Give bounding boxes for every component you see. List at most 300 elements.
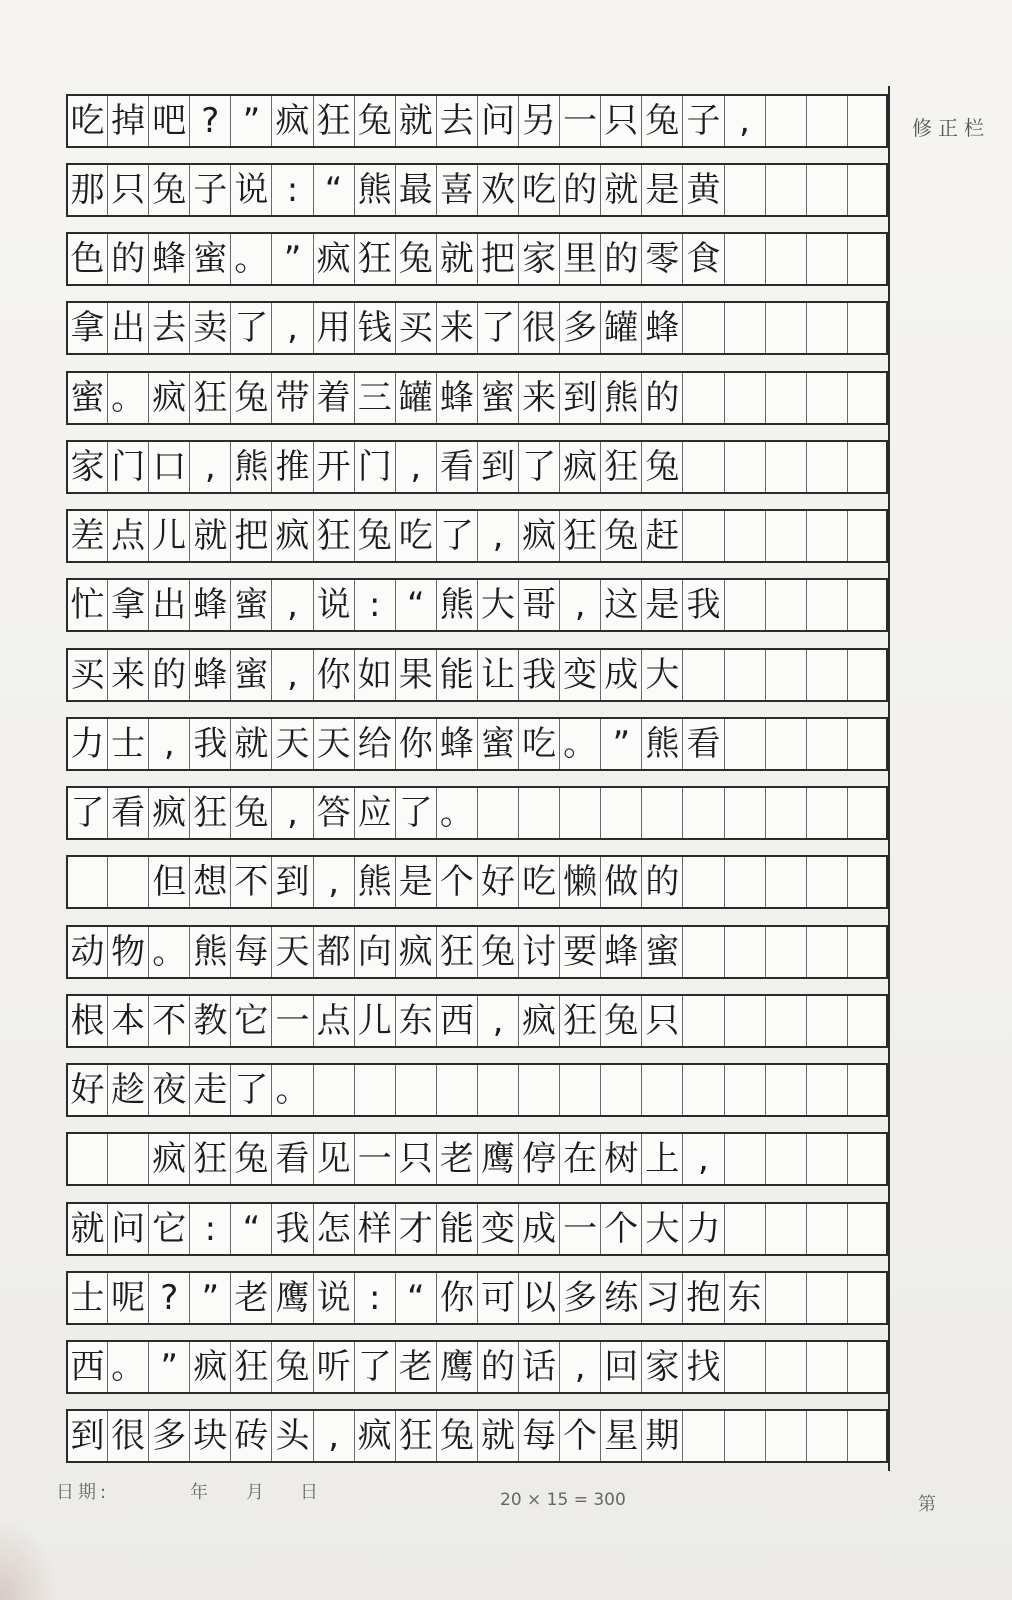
grid-row [66,509,888,563]
grid-cell: 星 [600,1411,641,1461]
grid-cell: 了 [230,1065,271,1115]
grid-cell [847,442,888,492]
grid-cell [600,788,641,838]
grid-cell: 疯 [148,373,189,423]
grid-cell [682,857,723,907]
grid-cell: , [559,1342,600,1392]
grid-cell [847,96,888,146]
grid-cell: 力 [682,1204,723,1254]
grid-cell [847,1204,888,1254]
grid-cell: 兔 [641,96,682,146]
grid-cell [847,1065,888,1115]
grid-cell: 西 [436,996,477,1046]
grid-cell: 蜂 [189,650,230,700]
grid-cell: 老 [230,1273,271,1323]
grid-cell: ? [148,1273,189,1323]
grid-cell: 就 [436,234,477,284]
grid-cell: 老 [395,1342,436,1392]
grid-cell: 最 [395,165,436,215]
grid-cell: 动 [66,927,107,977]
grid-cell: 熊 [641,719,682,769]
grid-cell [765,1134,806,1184]
grid-cell: 狂 [354,234,395,284]
grid-cell: 能 [436,650,477,700]
grid-cell: 天 [313,719,354,769]
grid-cell [806,1273,847,1323]
grid-row [66,301,888,355]
grid-cell: 掉 [107,96,148,146]
grid-cell: 听 [313,1342,354,1392]
grid-row [66,232,888,286]
grid-cell: 着 [313,373,354,423]
grid-cell: 很 [518,303,559,353]
grid-cell [806,1342,847,1392]
grid-cell: 赶 [641,511,682,561]
grid-cell: 走 [189,1065,230,1115]
grid-cell: 讨 [518,927,559,977]
grid-cell [765,580,806,630]
grid-cell [847,511,888,561]
grid-cell: 每 [230,927,271,977]
grid-cell: 成 [518,1204,559,1254]
grid-cell: 士 [107,719,148,769]
grid-cell [313,1065,354,1115]
grid-cell: 兔 [477,927,518,977]
grid-cell: 砖 [230,1411,271,1461]
grid-cell [724,234,765,284]
grid-cell: 说 [313,1273,354,1323]
grid-row [66,1202,888,1256]
grid-cell: 了 [395,788,436,838]
grid-cell: 推 [271,442,312,492]
grid-cell: 你 [436,1273,477,1323]
grid-cell: 应 [354,788,395,838]
grid-cell: 蜜 [66,373,107,423]
grid-cell: 只 [600,96,641,146]
grid-cell: , [313,857,354,907]
grid-cell: 东 [395,996,436,1046]
grid-cell [806,96,847,146]
grid-cell: 问 [107,1204,148,1254]
grid-row [66,648,888,702]
grid-cell: 蜜 [189,234,230,284]
grid-cell: 三 [354,373,395,423]
writing-grid [66,86,888,1471]
grid-cell: 的 [600,234,641,284]
grid-cell [806,1134,847,1184]
grid-cell: 狂 [189,373,230,423]
grid-cell: 兔 [230,788,271,838]
grid-cell: ” [148,1342,189,1392]
grid-cell: 想 [189,857,230,907]
grid-cell: 蜜 [230,580,271,630]
grid-cell: 那 [66,165,107,215]
grid-cell: 只 [395,1134,436,1184]
grid-cell [682,996,723,1046]
grid-cell: 用 [313,303,354,353]
grid-cell [806,1411,847,1461]
grid-cell: 怎 [313,1204,354,1254]
grid-cell [724,857,765,907]
grid-cell: 狂 [559,996,600,1046]
grid-cell [765,442,806,492]
grid-cell [765,165,806,215]
grid-cell: 回 [600,1342,641,1392]
grid-cell [847,719,888,769]
grid-cell: 就 [395,96,436,146]
grid-cell: 老 [436,1134,477,1184]
grid-cell: 蜂 [189,580,230,630]
grid-cell: 熊 [230,442,271,492]
grid-cell: 向 [354,927,395,977]
grid-cell: 士 [66,1273,107,1323]
grid-cell: : [189,1204,230,1254]
grid-cell: 来 [436,303,477,353]
grid-cell: 力 [66,719,107,769]
grid-cell [724,373,765,423]
grid-cell: 你 [313,650,354,700]
grid-cell: 。 [271,1065,312,1115]
grid-cell: 变 [559,650,600,700]
grid-cell: 钱 [354,303,395,353]
grid-cell [724,650,765,700]
grid-cell: 是 [641,165,682,215]
grid-cell: 狂 [189,1134,230,1184]
grid-cell [847,1342,888,1392]
grid-cell: 兔 [230,373,271,423]
grid-cell [806,303,847,353]
grid-cell: 了 [230,303,271,353]
grid-cell [806,442,847,492]
grid-cell [518,788,559,838]
grid-cell: 点 [313,996,354,1046]
grid-cell: 开 [313,442,354,492]
grid-cell: 兔 [600,511,641,561]
grid-cell: 我 [189,719,230,769]
grid-cell [682,1065,723,1115]
grid-cell: 卖 [189,303,230,353]
grid-cell: , [148,719,189,769]
grid-cell [682,788,723,838]
grid-cell: , [271,303,312,353]
grid-cell: 话 [518,1342,559,1392]
grid-cell [765,234,806,284]
grid-cell: 让 [477,650,518,700]
grid-cell: 来 [518,373,559,423]
grid-cell: 兔 [354,96,395,146]
grid-cell [765,1273,806,1323]
grid-cell: 儿 [354,996,395,1046]
grid-cell: 蜜 [477,373,518,423]
grid-cell: 果 [395,650,436,700]
grid-cell: , [313,1411,354,1461]
grid-cell: 多 [148,1411,189,1461]
grid-cell: 兔 [436,1411,477,1461]
grid-cell [765,96,806,146]
grid-cell: 说 [313,580,354,630]
grid-cell [765,1065,806,1115]
grid-cell [847,650,888,700]
grid-cell: 疯 [518,511,559,561]
grid-cell: 是 [395,857,436,907]
grid-cell: 食 [682,234,723,284]
grid-cell: 。 [107,1342,148,1392]
grid-cell: , [477,996,518,1046]
grid-cell: 家 [641,1342,682,1392]
grid-cell: 这 [600,580,641,630]
grid-row [66,925,888,979]
grid-cell: 家 [518,234,559,284]
grid-cell: “ [395,580,436,630]
grid-cell: 了 [477,303,518,353]
grid-cell: ” [271,234,312,284]
grid-cell: 就 [66,1204,107,1254]
grid-cell: 兔 [600,996,641,1046]
grid-cell: 兔 [271,1342,312,1392]
grid-cell: 狂 [189,788,230,838]
grid-cell: 。 [107,373,148,423]
grid-cell: 一 [271,996,312,1046]
grid-cell: 。 [230,234,271,284]
grid-cell: 点 [107,511,148,561]
grid-cell: 了 [436,511,477,561]
grid-cell [847,580,888,630]
grid-cell: 的 [559,165,600,215]
grid-cell: 看 [107,788,148,838]
grid-cell: 停 [518,1134,559,1184]
grid-cell: 好 [477,857,518,907]
grid-cell: 差 [66,511,107,561]
grid-cell [724,719,765,769]
grid-cell: , [559,580,600,630]
grid-cell: 多 [559,1273,600,1323]
grid-cell [765,719,806,769]
grid-cell: 买 [395,303,436,353]
grid-cell: 懒 [559,857,600,907]
grid-cell [765,788,806,838]
grid-cell: 疯 [518,996,559,1046]
grid-cell: 抱 [682,1273,723,1323]
grid-cell [641,788,682,838]
grid-cell [847,1273,888,1323]
grid-cell: , [682,1134,723,1184]
grid-cell: 零 [641,234,682,284]
grid-cell: , [477,511,518,561]
grid-cell [724,303,765,353]
grid-cell: 疯 [189,1342,230,1392]
grid-cell: 子 [682,96,723,146]
grid-cell: 的 [641,857,682,907]
grid-cell: 不 [148,996,189,1046]
grid-cell: 它 [148,1204,189,1254]
grid-cell [806,234,847,284]
grid-cell: 见 [313,1134,354,1184]
grid-cell: 鹰 [271,1273,312,1323]
grid-cell: 呢 [107,1273,148,1323]
grid-cell: 块 [189,1411,230,1461]
grid-cell [477,788,518,838]
grid-cell: 能 [436,1204,477,1254]
grid-cell: 趁 [107,1065,148,1115]
grid-cell [559,1065,600,1115]
grid-cell: 给 [354,719,395,769]
grid-cell [765,1411,806,1461]
grid-cell [724,788,765,838]
grid-cell: 蜂 [641,303,682,353]
grid-cell: 以 [518,1273,559,1323]
grid-cell: 黄 [682,165,723,215]
grid-cell [724,1411,765,1461]
grid-cell: ” [230,96,271,146]
grid-cell: 成 [600,650,641,700]
grid-cell: 头 [271,1411,312,1461]
grid-row [66,994,888,1048]
grid-cell: 如 [354,650,395,700]
grid-cell: 门 [354,442,395,492]
grid-cell: ? [189,96,230,146]
grid-cell: 熊 [354,857,395,907]
grid-cell: , [271,580,312,630]
grid-cell: 找 [682,1342,723,1392]
grid-cell: 在 [559,1134,600,1184]
grid-cell: 疯 [271,511,312,561]
grid-cell: 个 [559,1411,600,1461]
grid-cell: “ [230,1204,271,1254]
grid-cell [765,650,806,700]
grid-cell [847,788,888,838]
grid-cell [806,511,847,561]
grid-cell: 天 [271,719,312,769]
grid-cell: 看 [271,1134,312,1184]
grid-cell: 大 [641,650,682,700]
grid-cell [806,1065,847,1115]
grid-cell [477,1065,518,1115]
grid-cell: 狂 [230,1342,271,1392]
grid-cell [66,1134,107,1184]
grid-cell: 一 [354,1134,395,1184]
grid-cell [847,857,888,907]
grid-cell: 疯 [395,927,436,977]
grid-cell: 个 [436,857,477,907]
grid-cell: 罐 [395,373,436,423]
grid-cell: 兔 [148,165,189,215]
grid-cell: 到 [477,442,518,492]
grid-row [66,1271,888,1325]
correction-column [888,86,1012,1471]
grid-cell: 多 [559,303,600,353]
grid-cell [847,927,888,977]
grid-row [66,440,888,494]
grid-cell: 可 [477,1273,518,1323]
grid-row [66,94,888,148]
grid-cell: 夜 [148,1065,189,1115]
grid-cell: 都 [313,927,354,977]
grid-cell [806,719,847,769]
grid-cell: 不 [230,857,271,907]
grid-cell: 我 [271,1204,312,1254]
grid-cell [806,650,847,700]
grid-cell: 练 [600,1273,641,1323]
page-label: 第 [918,1494,936,1515]
grid-cell: 喜 [436,165,477,215]
grid-cell [682,442,723,492]
grid-cell: 要 [559,927,600,977]
grid-cell [806,373,847,423]
grid-cell: 变 [477,1204,518,1254]
grid-cell [682,650,723,700]
grid-cell: 就 [230,719,271,769]
finger-shadow [0,1520,60,1600]
grid-cell [724,1342,765,1392]
grid-cell: 一 [559,96,600,146]
grid-cell: 蜂 [148,234,189,284]
grid-cell [724,165,765,215]
grid-cell: 蜂 [436,719,477,769]
grid-cell: 到 [66,1411,107,1461]
grid-cell: , [724,96,765,146]
grid-cell [847,234,888,284]
grid-cell: 蜜 [477,719,518,769]
grid-cell: 疯 [313,234,354,284]
grid-cell [66,857,107,907]
grid-cell: 儿 [148,511,189,561]
grid-cell: 蜂 [436,373,477,423]
grid-cell: 每 [518,1411,559,1461]
grid-cell: 就 [189,511,230,561]
grid-cell [724,442,765,492]
grid-cell [682,303,723,353]
page-footer [0,1478,1012,1538]
grid-row [66,1063,888,1117]
grid-cell: 期 [641,1411,682,1461]
grid-cell [724,927,765,977]
grid-cell [806,165,847,215]
grid-cell: 答 [313,788,354,838]
grid-cell [107,1134,148,1184]
grid-cell: 吃 [66,96,107,146]
grid-row [66,1409,888,1463]
grid-cell: 的 [641,373,682,423]
grid-cell: 疯 [148,788,189,838]
grid-row [66,578,888,632]
grid-cell: 到 [271,857,312,907]
grid-cell: 了 [66,788,107,838]
grid-cell: 上 [641,1134,682,1184]
grid-cell: 忙 [66,580,107,630]
grid-cell [765,303,806,353]
grid-cell: 狂 [600,442,641,492]
grid-cell: : [354,580,395,630]
grid-cell [765,857,806,907]
correction-column-label: 修正栏 [912,116,990,140]
grid-count: 20 × 15 = 300 [500,1490,626,1510]
month-label: 月 [246,1482,264,1503]
grid-cell: 门 [107,442,148,492]
grid-cell [724,1204,765,1254]
grid-cell: 疯 [148,1134,189,1184]
grid-cell: 熊 [436,580,477,630]
grid-cell: 兔 [641,442,682,492]
grid-cell: 只 [641,996,682,1046]
grid-row [66,786,888,840]
grid-cell: 了 [354,1342,395,1392]
grid-cell [724,1065,765,1115]
grid-cell: 来 [107,650,148,700]
grid-cell: 去 [148,303,189,353]
grid-cell: 本 [107,996,148,1046]
grid-cell: 我 [518,650,559,700]
date-label: 日期: [56,1482,111,1503]
